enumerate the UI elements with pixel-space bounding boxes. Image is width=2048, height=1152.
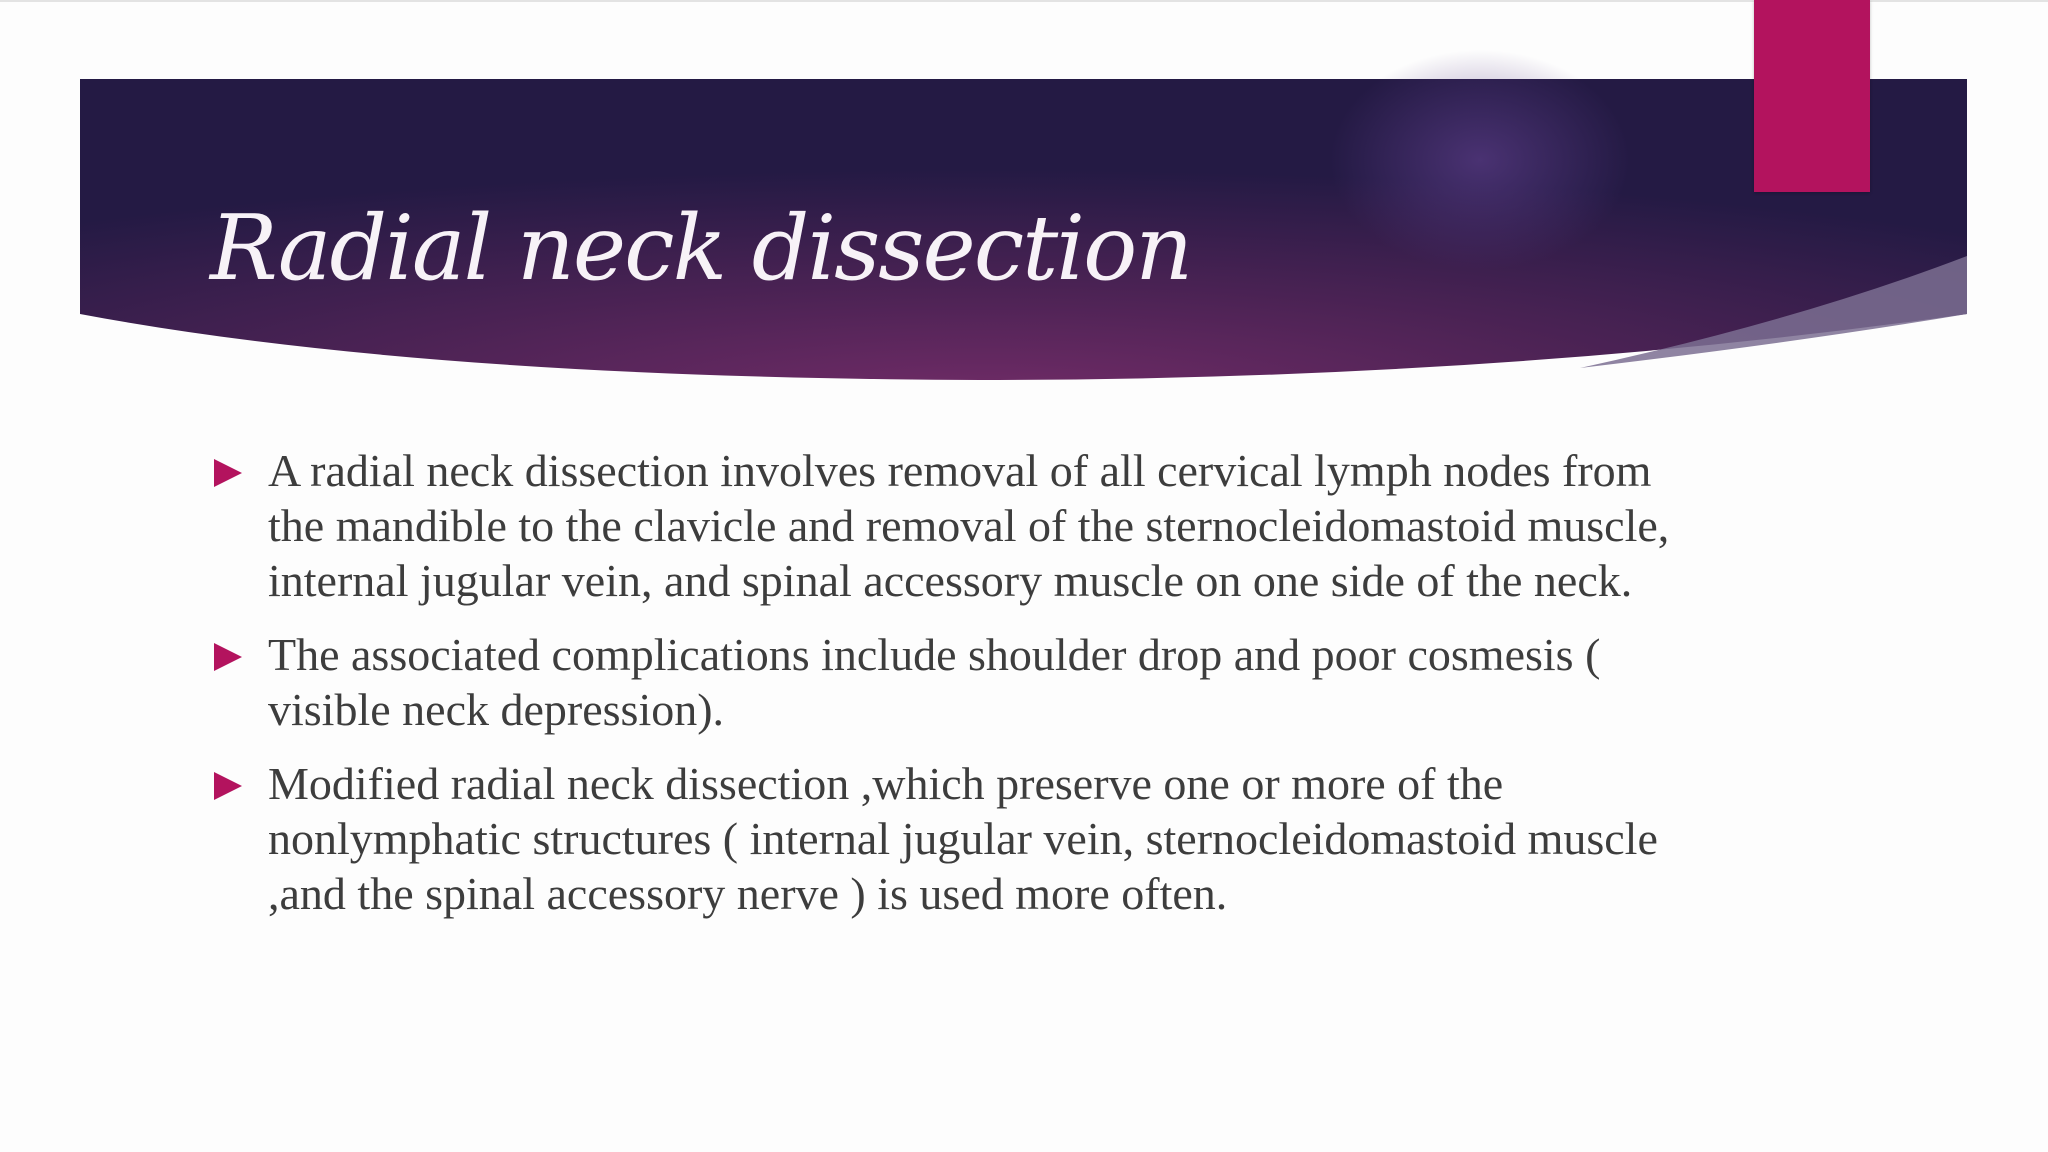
bullet-item: [210, 627, 1710, 737]
triangle-right-icon: [214, 772, 242, 800]
bullet-item: [210, 443, 1710, 608]
bullet-text: Modified radial neck dissection ,which preserve one or more of the nonlymphatic structures ( internal jugular vein, sternocleidomastoid muscle ,and the spinal accessory nerve ) is used more often.: [268, 758, 1658, 919]
bullet-list: [210, 443, 1710, 940]
accent-tab: [1754, 0, 1870, 192]
bullet-text: A radial neck dissection involves removal of all cervical lymph nodes from the mandible to the clavicle and removal of the sternocleidomastoid muscle, internal jugular vein, and spinal accessory muscle on one side of the neck.: [268, 445, 1670, 606]
slide-title: Radial neck dissection: [210, 196, 1192, 301]
bullet-text: The associated complications include shoulder drop and poor cosmesis ( visible neck depression).: [268, 629, 1601, 735]
triangle-right-icon: [214, 459, 242, 487]
triangle-right-icon: [214, 643, 242, 671]
bullet-item: [210, 756, 1710, 921]
